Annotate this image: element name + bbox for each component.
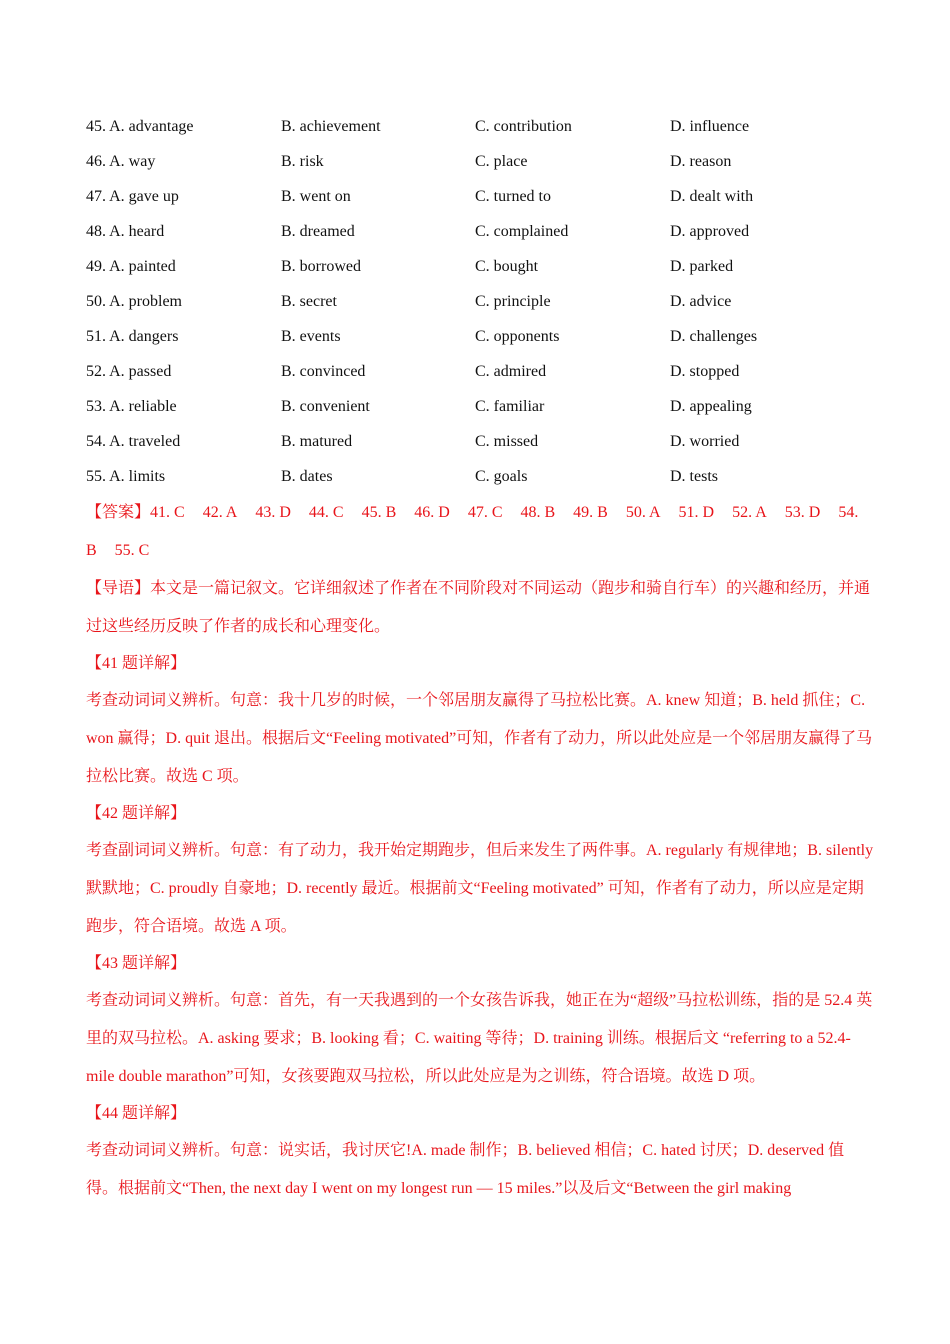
option-row-54	[86, 424, 876, 459]
option-row-55	[86, 459, 876, 494]
option-c: C. admired	[475, 362, 547, 380]
option-d: D. parked	[670, 257, 734, 275]
option-c: C. goals	[475, 467, 528, 485]
answer-item: 47. C	[467, 504, 503, 521]
option-a: 45. A. advantage	[86, 117, 194, 135]
option-a: 55. A. limits	[86, 467, 166, 485]
detail-text-41: 考查动词词义辨析。句意：我十几岁的时候，一个邻居朋友赢得了马拉松比赛。A. knew 知道；B. held 抓住；C. won 赢得；D. quit 退出。根据后文“Feeling motivated”可知，作者有了动力，所以此处应是一个邻居朋友赢得了马拉松比赛。故选 C 项。	[86, 692, 873, 785]
option-c: C. familiar	[475, 397, 545, 415]
guide-label: 【导语】	[86, 580, 151, 597]
option-a: 51. A. dangers	[86, 327, 179, 345]
document-page	[86, 109, 876, 1208]
option-b: B. borrowed	[281, 257, 361, 275]
option-row-45	[86, 109, 876, 144]
answer-item: 42. A	[202, 504, 238, 521]
detail-heading-43: 【43 题详解】	[86, 955, 187, 972]
option-row-49	[86, 249, 876, 284]
answer-item: 48. B	[520, 504, 556, 521]
option-c: C. contribution	[475, 117, 572, 135]
option-c: C. missed	[475, 432, 539, 450]
option-b: B. achievement	[281, 117, 381, 135]
option-row-52	[86, 354, 876, 389]
option-b: B. went on	[281, 187, 351, 205]
detail-heading-42: 【42 题详解】	[86, 805, 187, 822]
option-b: B. secret	[281, 292, 337, 310]
option-d: D. dealt with	[670, 187, 754, 205]
detail-text-43: 考查动词词义辨析。句意：首先，有一天我遇到的一个女孩告诉我，她正在为“超级”马拉松训练，指的是 52.4 英里的双马拉松。A. asking 要求；B. looking 看；C. waiting 等待；D. training 训练。根据后文 “referring to a 52.4-mile double marathon”可知，女孩要跑双马拉松，所以此处应是为之训练，符合语境。故选 D 项。	[86, 992, 873, 1085]
answer-item: 41. C	[150, 504, 185, 521]
answer-item: 49. B	[573, 504, 608, 521]
option-b: B. dates	[281, 467, 333, 485]
option-a: 49. A. painted	[86, 257, 176, 275]
answer-item: 50. A	[625, 504, 661, 521]
answer-label: 【答案】	[86, 504, 151, 521]
option-d: D. worried	[670, 432, 740, 450]
option-b: B. dreamed	[281, 222, 355, 240]
option-d: D. challenges	[670, 327, 758, 345]
option-b: B. risk	[281, 152, 324, 170]
answer-item: 51. D	[678, 504, 715, 521]
option-d: D. influence	[670, 117, 750, 135]
option-a: 50. A. problem	[86, 292, 182, 310]
option-d: D. advice	[670, 292, 732, 310]
option-c: C. complained	[475, 222, 569, 240]
option-c: C. opponents	[475, 327, 560, 345]
detail-text-44: 考查动词词义辨析。句意：说实话，我讨厌它!A. made 制作；B. believed 相信；C. hated 讨厌；D. deserved 值得。根据前文“Then, the next day I went on my longest run — 15 miles.”以及后文“Between the girl making	[86, 1142, 845, 1197]
option-a: 47. A. gave up	[86, 187, 179, 205]
answer-item: 44. C	[308, 504, 344, 521]
options-table	[86, 109, 876, 494]
option-row-48	[86, 214, 876, 249]
option-a: 52. A. passed	[86, 362, 172, 380]
option-c: C. principle	[475, 292, 551, 310]
answer-item: 53. D	[784, 504, 821, 521]
answer-item: 54. B	[86, 504, 859, 559]
option-row-51	[86, 319, 876, 354]
option-a: 48. A. heard	[86, 222, 165, 240]
detail-heading-44: 【44 题详解】	[86, 1105, 187, 1122]
option-d: D. reason	[670, 152, 732, 170]
option-c: C. bought	[475, 257, 539, 275]
option-d: D. approved	[670, 222, 750, 240]
option-d: D. tests	[670, 467, 718, 485]
option-row-46	[86, 144, 876, 179]
option-b: B. convenient	[281, 397, 370, 415]
detail-text-42: 考查副词词义辨析。句意：有了动力，我开始定期跑步，但后来发生了两件事。A. regularly 有规律地；B. silently 默默地；C. proudly 自豪地；D. recently 最近。根据前文“Feeling motivated” 可知，作者有了动力，所以应是定期跑步，符合语境。故选 A 项。	[86, 842, 874, 935]
option-b: B. convinced	[281, 362, 366, 380]
answer-item: 46. D	[414, 504, 450, 521]
guide-paragraph	[86, 570, 876, 646]
option-d: D. appealing	[670, 397, 752, 415]
option-c: C. place	[475, 152, 528, 170]
option-b: B. matured	[281, 432, 353, 450]
option-row-47	[86, 179, 876, 214]
option-a: 54. A. traveled	[86, 432, 181, 450]
guide-text: 本文是一篇记叙文。它详细叙述了作者在不同阶段对不同运动（跑步和骑自行车）的兴趣和经历，并通过这些经历反映了作者的成长和心理变化。	[86, 580, 871, 635]
option-a: 46. A. way	[86, 152, 156, 170]
answer-item: 55. C	[114, 542, 150, 559]
option-c: C. turned to	[475, 187, 551, 205]
option-b: B. events	[281, 327, 341, 345]
answer-item: 43. D	[255, 504, 291, 521]
option-d: D. stopped	[670, 362, 740, 380]
answer-key	[86, 494, 876, 570]
answer-item: 52. A	[732, 504, 767, 521]
option-row-50	[86, 284, 876, 319]
detail-heading-41: 【41 题详解】	[86, 655, 187, 672]
answer-item: 45. B	[361, 504, 397, 521]
option-row-53	[86, 389, 876, 424]
option-a: 53. A. reliable	[86, 397, 177, 415]
